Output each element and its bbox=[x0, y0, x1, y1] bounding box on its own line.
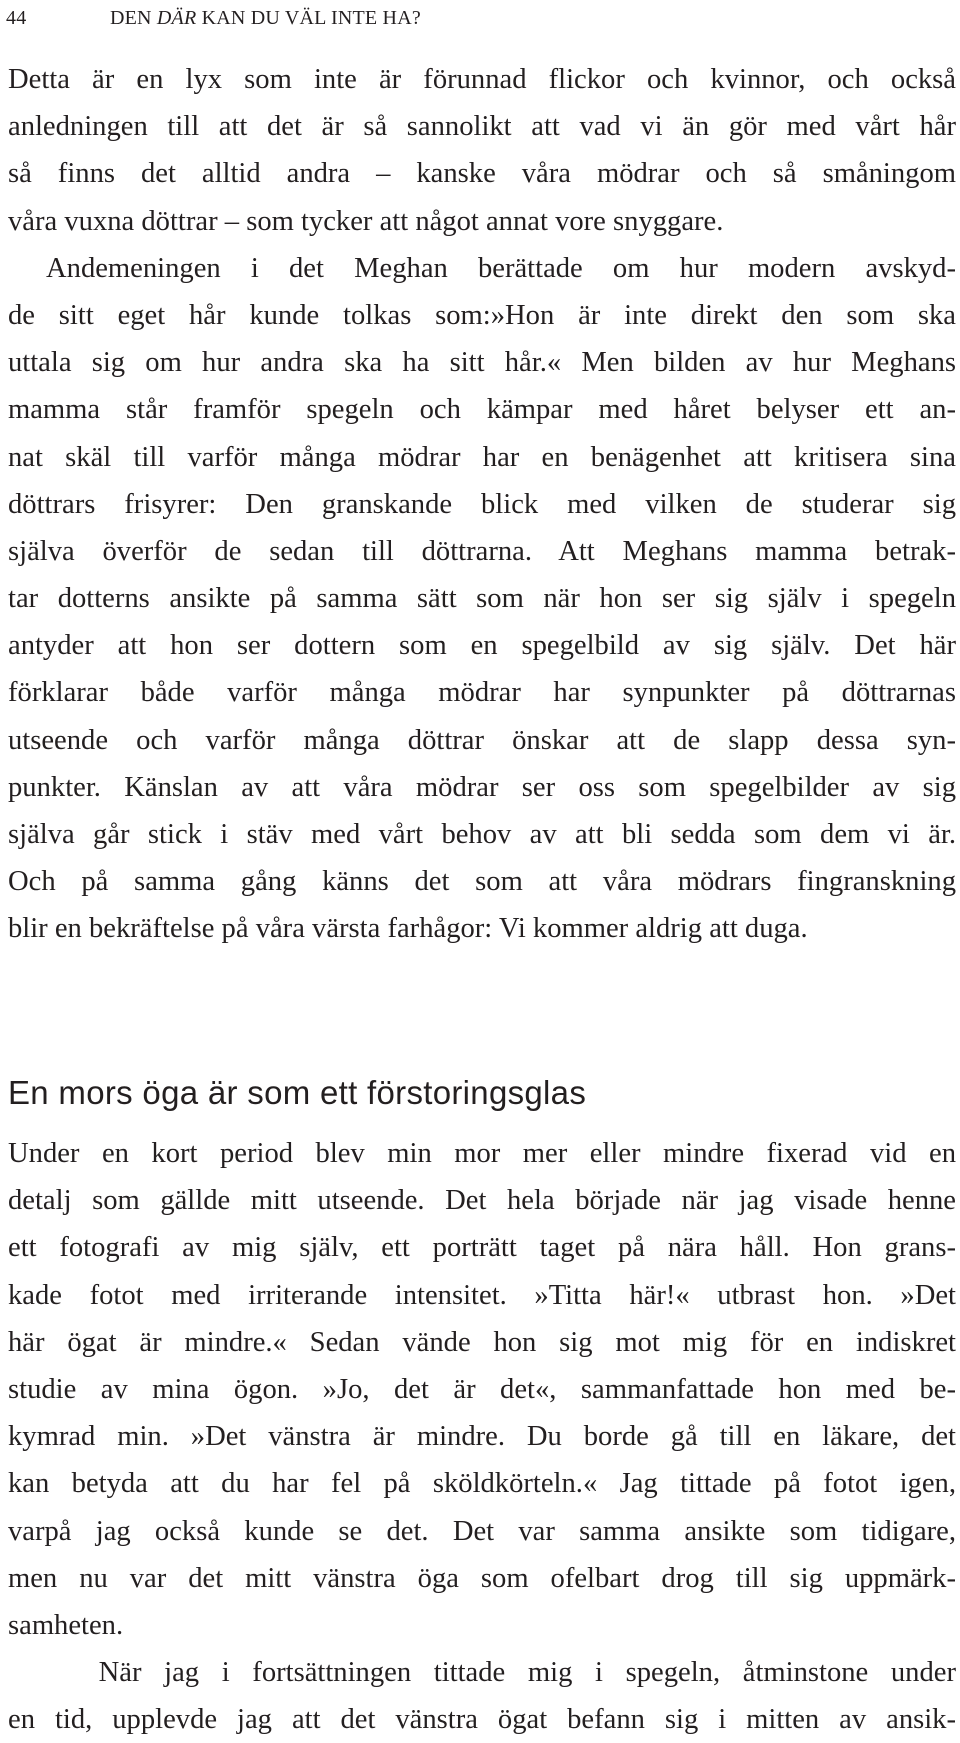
text-line: nat skäl till varför många mödrar har en benägenhet att kritisera sina bbox=[8, 441, 956, 473]
text-line: själva går stick i stäv med vårt behov av att bli sedda som dem vi är. bbox=[8, 819, 956, 850]
text-line: så finns det alltid andra – kanske våra mödrar och så småningom bbox=[8, 158, 956, 190]
text-line: kan betyda att du har fel på sköldkörteln.« Jag tittade på fotot igen, bbox=[8, 1468, 956, 1500]
running-head-title-emphasis: DÄR bbox=[156, 7, 197, 29]
text-line: Detta är en lyx som inte är förunnad flickor och kvinnor, och också bbox=[8, 64, 956, 95]
running-head-title-start: DEN bbox=[110, 7, 157, 29]
text-line: ett fotografi av mig själv, ett porträtt taget på nära håll. Hon grans- bbox=[8, 1232, 956, 1264]
text-line: förklarar både varför många mödrar har synpunkter på döttrarnas bbox=[8, 677, 956, 709]
text-line: tar dotterns ansikte på samma sätt som när hon ser sig själv i spegeln bbox=[8, 583, 956, 615]
text-line: När jag i fortsättningen tittade mig i spegeln, åtminstone under bbox=[8, 1657, 956, 1689]
text-line: Och på samma gång känns det som att våra mödrars fingranskning bbox=[8, 866, 956, 898]
text-line: själva överför de sedan till döttrarna. Att Meghans mamma betrak- bbox=[8, 535, 956, 567]
text-line: punkter. Känslan av att våra mödrar ser oss som spegelbilder av sig bbox=[8, 771, 956, 803]
text-line: mamma står framför spegeln och kämpar med håret belyser ett an- bbox=[8, 394, 956, 426]
text-line: men nu var det mitt vänstra öga som ofelbart drog till sig uppmärk- bbox=[8, 1562, 956, 1594]
body-text-section-one bbox=[8, 56, 956, 953]
text-line: Andemeningen i det Meghan berättade om hur modern avskyd- bbox=[46, 252, 956, 284]
page-number: 44 bbox=[6, 7, 27, 29]
text-line: detalj som gällde mitt utseende. Det hela började när jag visade henne bbox=[8, 1185, 956, 1217]
text-line: en tid, upplevde jag att det vänstra ögat befann sig i mitten av ansik- bbox=[8, 1704, 956, 1736]
text-line: studie av mina ögon. »Jo, det är det«, sammanfattade hon med be- bbox=[8, 1373, 956, 1405]
text-line: varpå jag också kunde se det. Det var samma ansikte som tidigare, bbox=[8, 1515, 956, 1547]
text-line: uttala sig om hur andra ska ha sitt hår.« Men bilden av hur Meghans bbox=[8, 347, 956, 379]
text-line: samheten. bbox=[8, 1609, 124, 1641]
section-heading: En mors öga är som ett förstoringsglas bbox=[8, 1074, 587, 1111]
text-line: våra vuxna döttrar – som tycker att något annat vore snyggare. bbox=[8, 205, 724, 237]
running-head-title-end: KAN DU VÄL INTE HA? bbox=[196, 7, 421, 29]
text-line: de sitt eget hår kunde tolkas som:»Hon är inte direkt den som ska bbox=[8, 299, 956, 331]
text-line: antyder att hon ser dottern som en spegelbild av sig själv. Det här bbox=[8, 630, 956, 662]
text-line: anledningen till att det är så sannolikt att vad vi än gör med vårt hår bbox=[8, 111, 956, 143]
running-head bbox=[6, 4, 946, 32]
text-line: blir en bekräftelse på våra värsta farhågor: Vi kommer aldrig att duga. bbox=[8, 913, 808, 945]
text-line: Under en kort period blev min mor mer eller mindre fixerad vid en bbox=[8, 1138, 956, 1169]
body-text-section-two bbox=[8, 1130, 956, 1743]
text-line: kymrad min. »Det vänstra är mindre. Du borde gå till en läkare, det bbox=[8, 1421, 956, 1453]
text-line: här ögat är mindre.« Sedan vände hon sig mot mig för en indiskret bbox=[8, 1326, 956, 1358]
text-line: utseende och varför många döttrar önskar att de slapp dessa syn- bbox=[8, 724, 956, 756]
text-line: kade fotot med irriterande intensitet. »Titta här!« utbrast hon. »Det bbox=[8, 1279, 956, 1311]
text-line: döttrars frisyrer: Den granskande blick med vilken de studerar sig bbox=[8, 488, 956, 520]
